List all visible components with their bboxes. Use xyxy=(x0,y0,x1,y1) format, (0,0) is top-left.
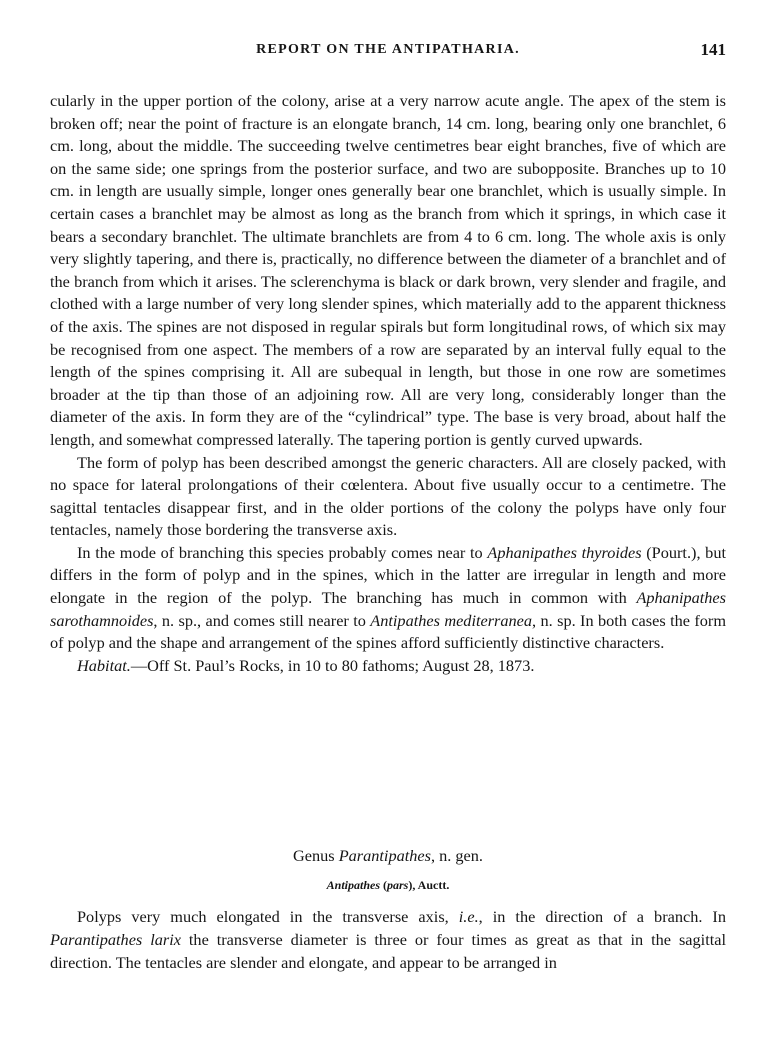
paragraph-branching-comparison xyxy=(50,542,726,655)
species-name-aphanipathes-thyroides: Aphanipathes thyroides xyxy=(487,542,642,562)
synonym-open: ( xyxy=(380,878,387,892)
genus-suffix: , n. gen. xyxy=(430,846,483,865)
species-name-parantipathes-larix: Parantipathes larix xyxy=(50,930,181,950)
genus-heading xyxy=(50,846,726,866)
habitat-text: —Off St. Paul’s Rocks, in 10 to 80 fathoms; August 28, 1873. xyxy=(130,655,535,675)
body-text xyxy=(50,90,726,677)
page-header xyxy=(50,42,726,68)
text-run: , in the direction of a branch. In xyxy=(478,907,726,926)
genus-prefix: Genus xyxy=(293,846,339,865)
abbreviation-ie: i.e. xyxy=(458,907,479,926)
text-run: Polyps very much elongated in the transverse axis, xyxy=(77,907,459,926)
genus-synonym xyxy=(50,878,726,893)
species-name-aphanipathes-sarothamnoides: Aphanipathes sarothamnoides xyxy=(50,588,726,630)
genus-name: Parantipathes xyxy=(338,846,431,865)
paragraph-habitat xyxy=(50,655,726,678)
text-run: , n. sp., and comes still nearer to xyxy=(153,610,371,630)
text-run: (Pourt.), but differs in the form of polyp and in the spines, which in the latter are irregular in length and more elongate in the region of the polyp. The branching has much in common with xyxy=(50,542,726,608)
habitat-label: Habitat. xyxy=(77,655,131,675)
synonym-pars: pars xyxy=(387,878,409,892)
genus-description xyxy=(50,905,726,975)
paragraph-genus-description xyxy=(50,905,726,975)
paragraph-continuation: cularly in the upper portion of the colony, arise at a very narrow acute angle. The apex of the stem is broken off; near the point of fracture is an elongate branch, 14 cm. long, bearing only one branchlet, 6 cm. long, about the middle. The succeeding twelve centimetres bear eight branches, five of which are on the same side; one springs from the posterior surface, and two are subopposite. Branches up to 10 cm. in length are usually simple, longer ones generally bear one branchlet, which is usually simple. In certain cases a branchlet may be almost as long as the branch from which it springs, in which case it bears a secondary branchlet. The ultimate branchlets are from 4 to 6 cm. long. The whole axis is only very slightly tapering, and there is, practically, no difference between the diameter of a branchlet and of the branch from which it arises. The sclerenchyma is black or dark brown, very slender and fragile, and clothed with a large number of very long slender spines, which materially add to the apparent thickness of the axis. The spines are not disposed in regular spirals but form longitudinal rows, of which six may be recognised from one aspect. The members of a row are separated by an interval fully equal to the length of the spines comprising it. All are subequal in length, but those in one row are sometimes broader at the tip than those of an adjoining row. All are very long, considerably longer than the diameter of the axis. In form they are of the “cylindrical” type. The base is very broad, about half the length, and somewhat compressed laterally. The tapering portion is gently curved upwards. xyxy=(50,91,726,449)
text-run: In the mode of branching this species probably comes near to xyxy=(77,542,488,562)
text-run: the transverse diameter is three or four times as great as that in the sagittal direction. The tentacles are slender and elongate, and appear to be arranged in xyxy=(50,930,726,973)
paragraph-polyp-form: The form of polyp has been described amongst the generic characters. All are closely packed, with no space for lateral prolongations of their cœlentera. About five usually occur to a centimetre. The sagittal tentacles disappear first, and in the older portions of the colony the polyps have only four tentacles, namely those bordering the transverse axis. xyxy=(50,452,726,540)
synonym-close: ), Auctt. xyxy=(408,878,450,892)
synonym-name: Antipathes xyxy=(326,878,380,892)
text-run: , n. sp. In both cases the form of polyp and the shape and arrangement of the spines afford sufficiently distinctive characters. xyxy=(50,610,726,653)
running-title: REPORT ON THE ANTIPATHARIA. xyxy=(256,42,520,57)
page-number: 141 xyxy=(700,40,726,59)
species-name-antipathes-mediterranea: Antipathes mediterranea xyxy=(370,610,533,630)
